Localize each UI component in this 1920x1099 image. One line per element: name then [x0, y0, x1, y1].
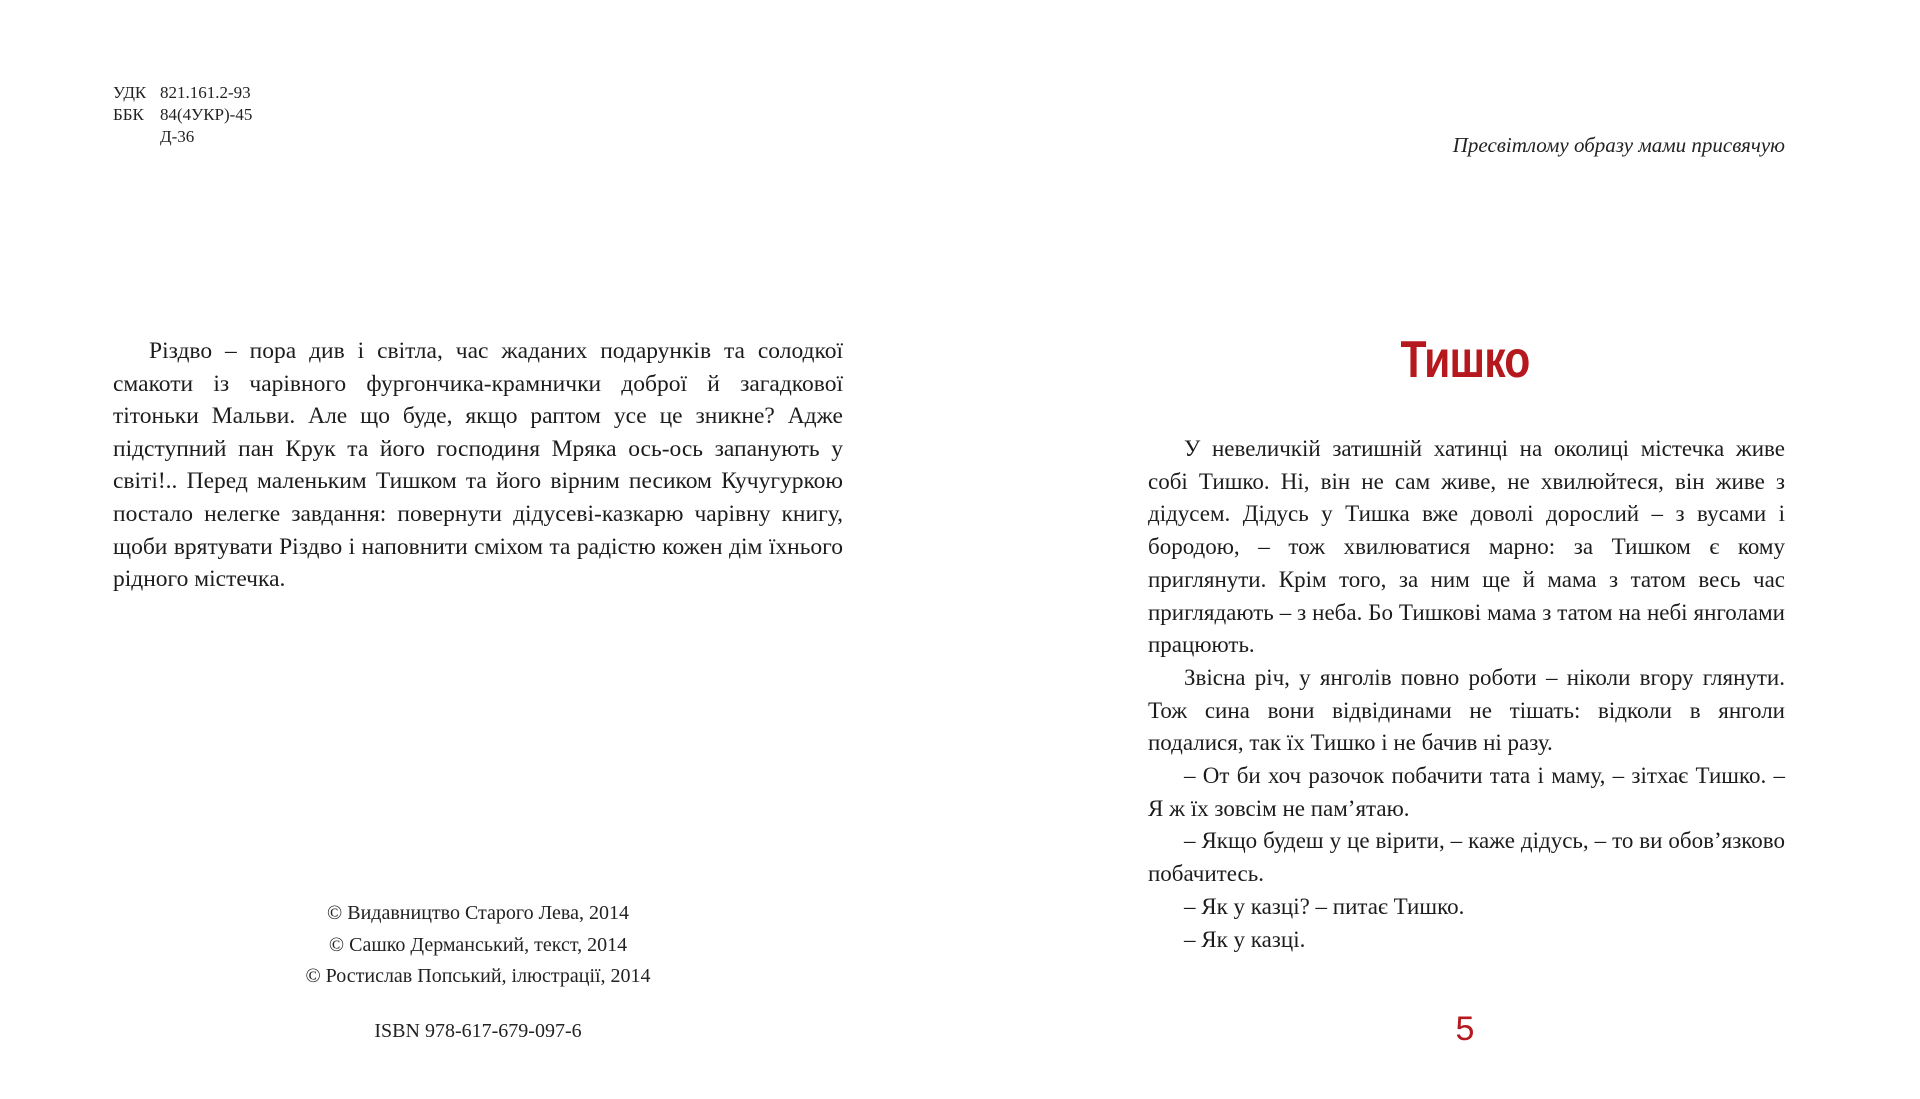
- copyright-text: © Сашко Дерманський, текст, 2014: [328, 933, 628, 956]
- dedication: Пресвітлому образу мами присвячую: [1452, 133, 1785, 157]
- story-text: [1148, 433, 1785, 956]
- code-author-mark: [113, 126, 252, 148]
- code-key: [113, 126, 160, 148]
- code-value: 84(4УКР)-45: [160, 105, 253, 124]
- story-paragraph: – Якщо будеш у це вірити, – каже дідусь, – то ви обов’язково побачитесь.: [1148, 828, 1785, 887]
- copyright-publisher: © Видавництво Старого Лева, 2014: [327, 902, 629, 924]
- story-paragraph: – От би хоч разочок побачити тата і маму, – зітхає Тишко. – Я ж їх зовсім не пам’ятаю.: [1148, 763, 1785, 821]
- code-bbk: [113, 104, 252, 126]
- copyright-illustrations: © Ростислав Попський, ілюстрації, 2014: [305, 965, 651, 987]
- book-annotation: Різдво – пора див і світла, час жаданих подарунків та солодкої смакоти із чарівного фургончика-крамнички доброї й загадкової тітоньки Мальви. Але що буде, якщо раптом усе це зникне? Адже підступний пан Крук та його господиня Мряка ось-ось запанують у світі!.. Перед маленьким Тишком та його вірним песиком Кучугуркою постало нелегке завдання: повернути дідусеві-казкарю чарівну книгу, щоби врятувати Різдво і наповнити сміхом та радістю кожен дім їхнього рідного містечка.: [113, 338, 843, 593]
- code-key: ББК: [113, 105, 144, 124]
- story-title: Тишко: [1400, 331, 1530, 389]
- story-paragraph: Звісна річ, у янголів повно роботи – ніколи вгору глянути. Тож сина вони відвідинами не тішать: відколи в янголи подалися, так їх Тишко і не бачив ні разу.: [1148, 664, 1785, 756]
- isbn: ISBN 978-617-679-097-6: [374, 1020, 582, 1042]
- right-page: [960, 0, 1920, 1099]
- story-paragraph: У невеличкій затишній хатинці на околиці містечка живе собі Тишко. Ні, він не сам живе, не хвилюйтеся, він живе з дідусем. Дідусь у Тишка вже доволі дорослий – з вусами і бородою, – тож хвилюватися марно: за Тишком є кому приглянути. Крім того, за ним ще й мама з татом весь час приглядають – з неба. Бо Тишкові мама з татом на небі янголами працюють.: [1148, 436, 1785, 658]
- code-key: УДК: [113, 83, 147, 102]
- copyright-block: [113, 898, 843, 993]
- page-number: 5: [1455, 1010, 1475, 1048]
- code-value: 821.161.2-93: [160, 83, 251, 102]
- story-paragraph: – Як у казці.: [1184, 926, 1306, 952]
- code-udk: [113, 82, 252, 104]
- code-value: Д-36: [160, 127, 195, 146]
- story-paragraph: – Як у казці? – питає Тишко.: [1184, 893, 1465, 919]
- classification-codes: [113, 82, 252, 148]
